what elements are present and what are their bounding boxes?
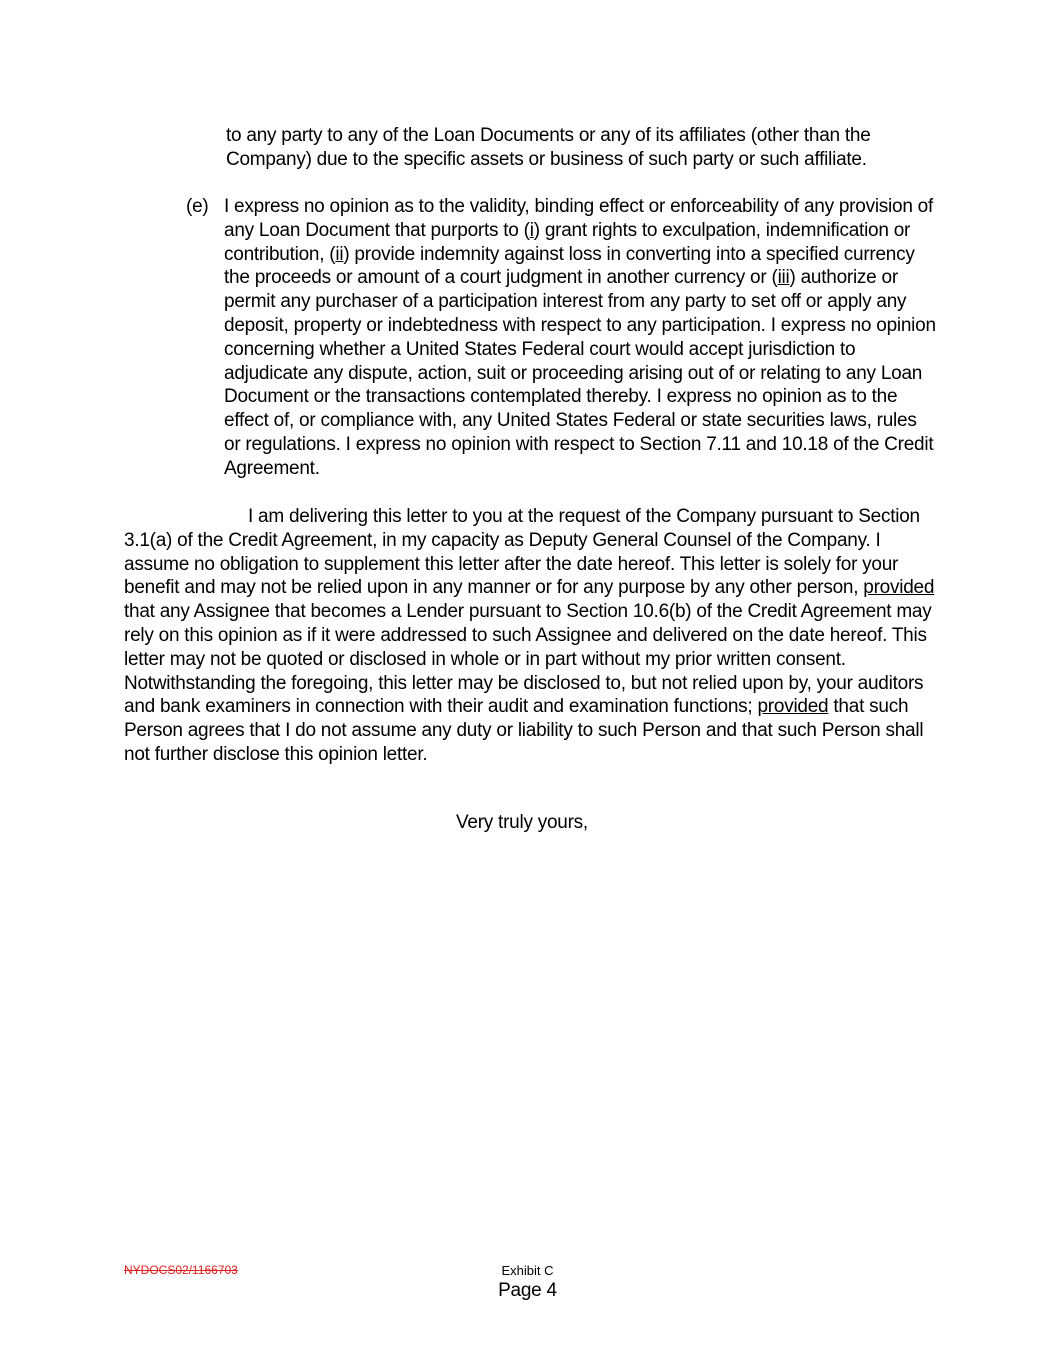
- roman-numeral-iii: iii: [777, 267, 790, 289]
- item-text-2: ) grant rights to exculpation, indemnification or contribution, (: [224, 219, 911, 265]
- delivery-text-3: that such Person agrees that I do not assume any duty or liability to such Person and that such Person shall not further disclose this opinion letter.: [124, 696, 924, 765]
- page-number: Page 4: [498, 1280, 557, 1301]
- delivery-text-2: that any Assignee that becomes a Lender pursuant to Section 10.6(b) of the Credit Agreement may rely on this opinion as if it were addressed to such Assignee and delivered on the date hereof. This letter may not be quoted or disclosed in whole or in part without my prior written consent. Notwithstanding the foregoing, this letter may be disclosed to, but not relied upon by, your auditors and bank examiners in connection with their audit and examination functions;: [124, 601, 932, 718]
- provided-term-2: provided: [757, 696, 829, 718]
- continuation-paragraph: [226, 124, 936, 172]
- closing-salutation: Very truly yours,: [456, 812, 588, 833]
- continuation-text: to any party to any of the Loan Documents or any of its affiliates (other than the Company) due to the specific assets or business of such party or such affiliate.: [226, 125, 871, 170]
- delivery-text-1: I am delivering this letter to you at the request of the Company pursuant to Section 3.1(a) of the Credit Agreement, in my capacity as Deputy General Counsel of the Company. I assume no obligation to supplement this letter after the date hereof. This letter is solely for your benefit and may not be relied upon in any manner or for any purpose by any other person,: [124, 506, 920, 599]
- exhibit-label: Exhibit C: [501, 1263, 554, 1278]
- document-id: NYDOCS02/1166703: [124, 1263, 238, 1277]
- item-body: [224, 195, 936, 481]
- delivery-paragraph: [124, 505, 936, 767]
- roman-numeral-ii: ii: [335, 243, 344, 265]
- roman-numeral-i: i: [529, 219, 534, 241]
- item-text-4: ) authorize or permit any purchaser of a participation interest from any party to set off or apply any deposit, property or indebtedness with respect to any participation. I express no opinion concerning whether a United States Federal court would accept jurisdiction to adjudicate any dispute, action, suit or proceeding arising out of or relating to any Loan Document or the transactions contemplated thereby. I express no opinion as to the effect of, or compliance with, any United States Federal or state securities laws, rules or regulations. I express no opinion with respect to Section 7.11 and 10.18 of the Credit Agreement.: [224, 267, 936, 479]
- item-text-1: I express no opinion as to the validity, binding effect or enforceability of any provision of any Loan Document that purports to (: [224, 196, 934, 241]
- item-text-3: ) provide indemnity against loss in converting into a specified currency the proceeds or amount of a court judgment in another currency or (: [224, 243, 915, 289]
- provided-term-1: provided: [863, 577, 935, 599]
- item-label: (e): [186, 196, 209, 217]
